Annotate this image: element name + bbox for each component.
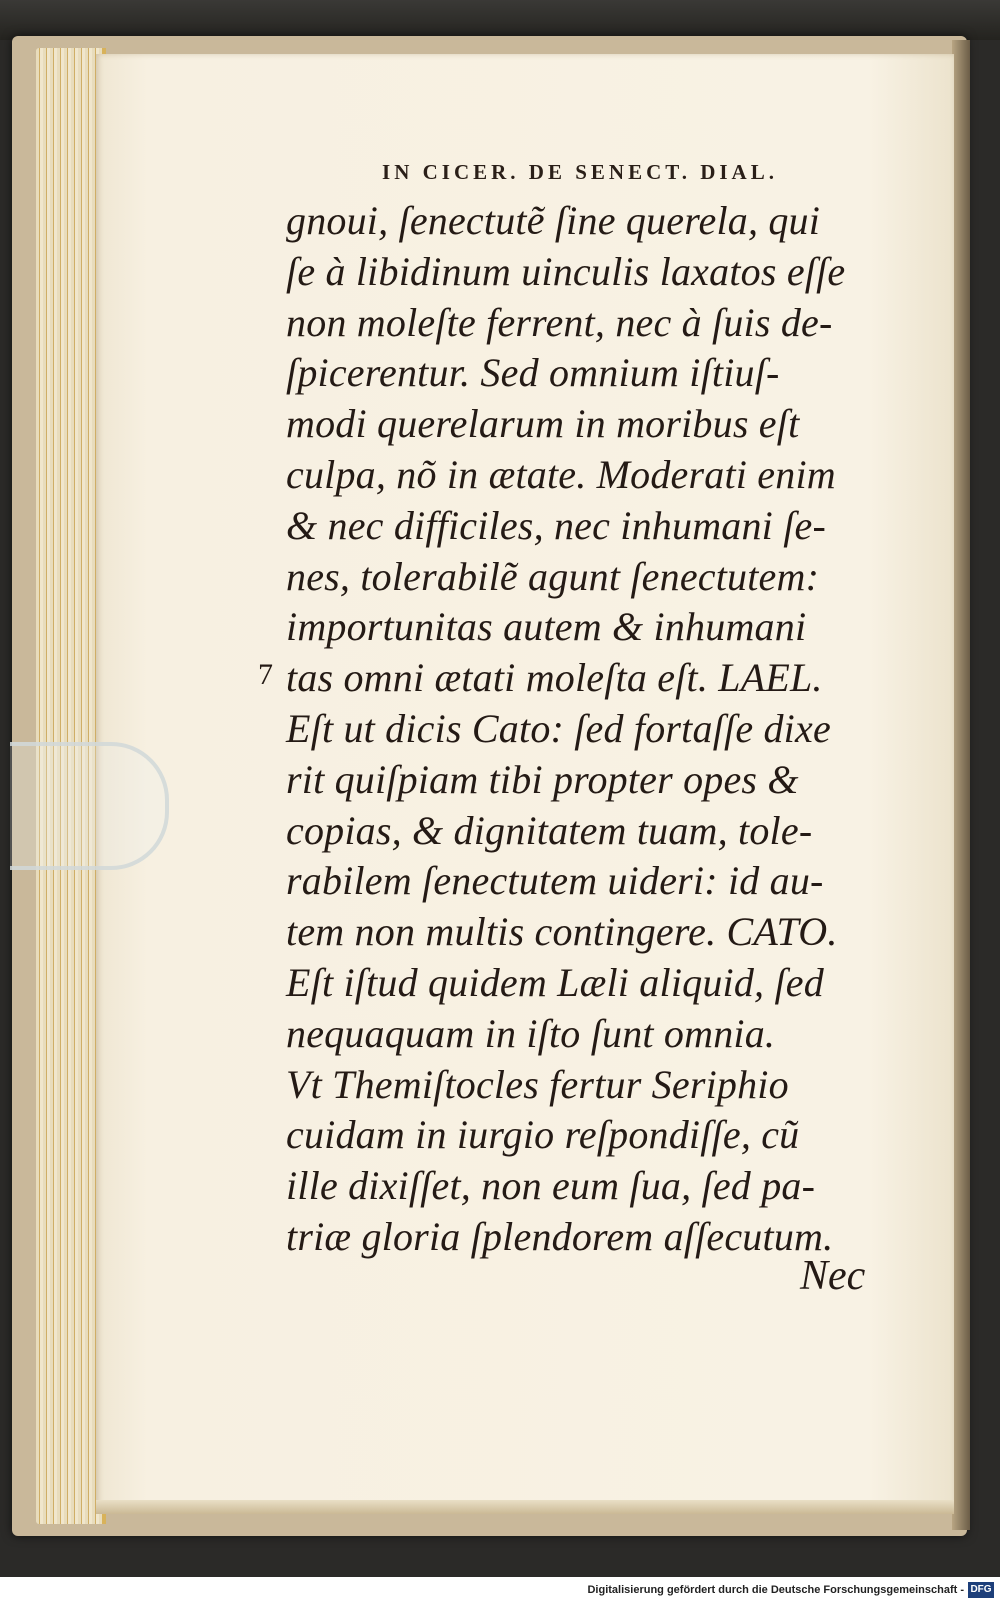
text-block	[286, 196, 896, 1263]
text-line: rabilem ſenectutem uideri: id au-	[286, 858, 824, 904]
running-head: IN CICER. DE SENECT. DIAL.	[382, 160, 778, 184]
text-line: ſpicerentur. Sed omnium iſtiuſ-	[286, 350, 780, 396]
text-line: importunitas autem & inhumani	[286, 604, 807, 650]
text-line: modi querelarum in moribus eſt	[286, 401, 800, 447]
text-line: rit quiſpiam tibi propter opes &	[286, 756, 799, 802]
text-line: culpa, nõ in ætate. Moderati enim	[286, 451, 836, 497]
text-line: gnoui, ſenectutẽ ſine querela, qui	[286, 198, 821, 243]
text-line: tas omni ætati moleſta eſt. LAEL.	[286, 655, 823, 701]
scan-backdrop	[0, 0, 1000, 40]
text-line: nequaquam in iſto ſunt omnia.	[286, 1010, 776, 1056]
text-line: cuidam in iurgio reſpondiſſe, cũ	[286, 1112, 800, 1158]
text-line: tem non multis contingere. CATO.	[286, 909, 838, 955]
text-line: Vt Themiſtocles fertur Seriphio	[286, 1061, 789, 1107]
text-line: Eſt iſtud quidem Læli aliquid, ſed	[286, 959, 824, 1005]
text-line: & nec difficiles, nec inhumani ſe-	[286, 502, 826, 548]
book-spine-edge	[952, 40, 970, 1530]
text-line: copias, & dignitatem tuam, tole-	[286, 807, 813, 853]
text-line: nes, tolerabilẽ agunt ſenectutem:	[286, 553, 820, 599]
catchword: Nec	[800, 1253, 866, 1299]
dfg-logo: DFG	[968, 1582, 994, 1598]
footer-credit: Digitalisierung gefördert durch die Deutsche Forschungsgemeinschaft -	[587, 1584, 964, 1596]
text-line: Eſt ut dicis Cato: ſed fortaſſe dixe	[286, 705, 831, 751]
text-line: non moleſte ferrent, nec à ſuis de-	[286, 299, 833, 345]
page-bottom-edge	[96, 1500, 954, 1514]
text-line: ille dixiſſet, non eum ſua, ſed pa-	[286, 1163, 816, 1209]
text-line: ſe à libidinum uinculis laxatos eſſe	[286, 248, 846, 294]
margin-number: 7	[258, 658, 273, 691]
text-line: triæ gloria ſplendorem aſſecutum.	[286, 1213, 834, 1259]
footer-bar	[0, 1577, 1000, 1606]
page-clip	[10, 742, 169, 870]
